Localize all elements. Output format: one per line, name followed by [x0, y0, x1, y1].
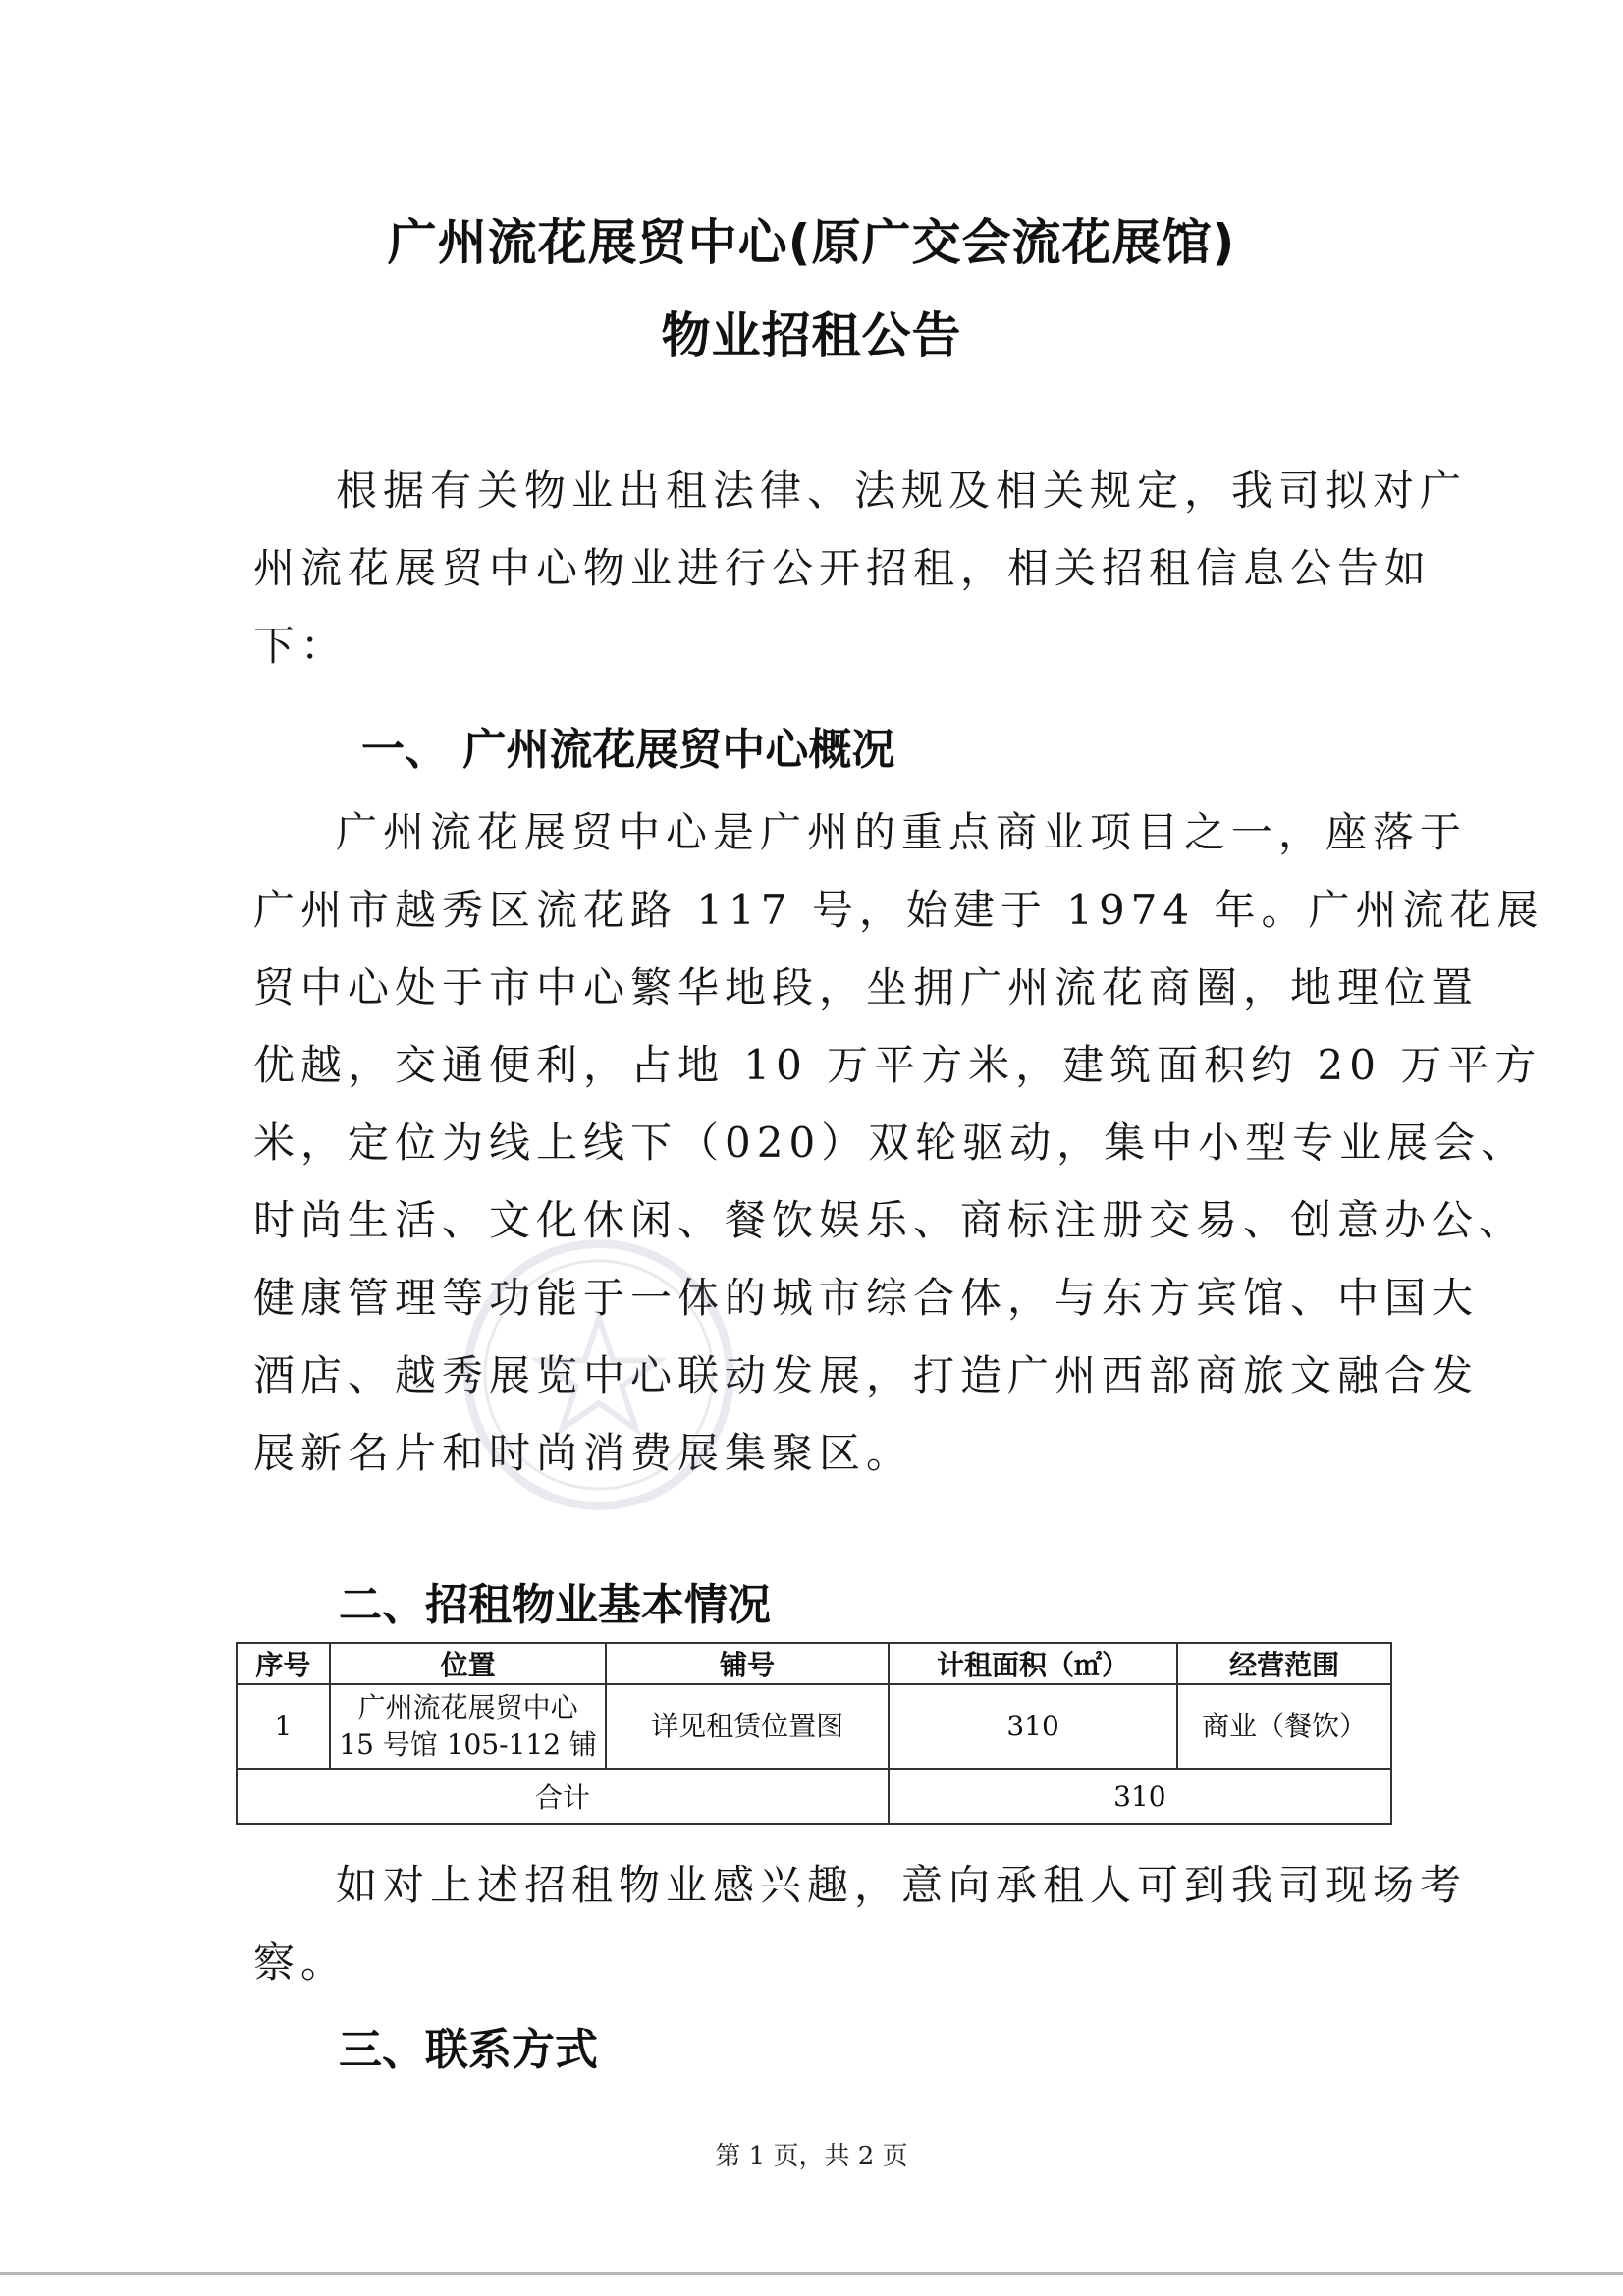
overview-line: 展新名片和时尚消费展集聚区。	[253, 1429, 914, 1477]
overview-line: 贸中心处于市中心繁华地段，坐拥广州流花商圈，地理位置	[253, 963, 1480, 1011]
note-line-2: 察。	[253, 1939, 349, 1987]
bottom-scan-line	[0, 2272, 1623, 2275]
table-header-cell: 铺号	[606, 1643, 888, 1684]
overview-line: 广州流花展贸中心是广州的重点商业项目之一，座落于	[336, 808, 1468, 856]
overview-line: 时尚生活、文化休闲、餐饮娱乐、商标注册交易、创意办公、	[253, 1196, 1527, 1244]
row-scope-cell: 商业（餐饮）	[1177, 1684, 1391, 1769]
total-value-cell: 310	[889, 1769, 1391, 1824]
table-header-row	[237, 1643, 1391, 1684]
location-line-1: 广州流花展贸中心	[357, 1691, 578, 1723]
section-2-heading: 二、招租物业基本情况	[339, 1580, 771, 1630]
document-title	[0, 196, 1623, 383]
overview-line: 广州市越秀区流花路 117 号，始建于 1974 年。广州流花展	[253, 886, 1544, 934]
intro-paragraph	[253, 452, 1468, 684]
section-1-heading: 一、 广州流花展贸中心概况	[361, 725, 895, 775]
row-shop-cell: 详见租赁位置图	[606, 1684, 888, 1769]
title-line-2: 物业招租公告	[661, 307, 962, 364]
intro-line-2: 州流花展贸中心物业进行公开招租，相关招租信息公告如	[253, 544, 1433, 592]
table-total-row	[237, 1769, 1391, 1824]
section-3-heading: 三、联系方式	[339, 2025, 598, 2075]
intro-line-1: 根据有关物业出租法律、法规及相关规定，我司拟对广	[336, 466, 1468, 515]
table-header-cell: 经营范围	[1177, 1643, 1391, 1684]
title-line-1: 广州流花展贸中心(原广交会流花展馆)	[387, 214, 1236, 271]
location-line-2: 15 号馆 105-112 铺	[339, 1728, 597, 1761]
table-header-cell: 计租面积（㎡）	[889, 1643, 1178, 1684]
note-paragraph	[253, 1846, 1468, 2001]
table-header-cell: 位置	[330, 1643, 607, 1684]
page-number: 第 1 页，共 2 页	[715, 2142, 908, 2171]
overview-line: 优越，交通便利，占地 10 万平方米，建筑面积约 20 万平方	[253, 1041, 1542, 1089]
overview-line: 米，定位为线上线下（020）双轮驱动，集中小型专业展会、	[253, 1119, 1529, 1167]
overview-line: 健康管理等功能于一体的城市综合体，与东方宾馆、中国大	[253, 1274, 1480, 1322]
note-line-1: 如对上述招租物业感兴趣，意向承租人可到我司现场考	[336, 1861, 1468, 1909]
intro-line-3: 下：	[253, 622, 349, 670]
row-area-cell: 310	[889, 1684, 1178, 1769]
rental-table	[236, 1642, 1392, 1825]
overview-line: 酒店、越秀展览中心联动发展，打造广州西部商旅文融合发	[253, 1351, 1480, 1399]
overview-paragraph	[253, 793, 1544, 1492]
row-index-cell: 1	[237, 1684, 330, 1769]
table-header-cell: 序号	[237, 1643, 330, 1684]
row-location-cell	[330, 1684, 607, 1769]
table-row	[237, 1684, 1391, 1769]
total-label-cell: 合计	[237, 1769, 889, 1824]
